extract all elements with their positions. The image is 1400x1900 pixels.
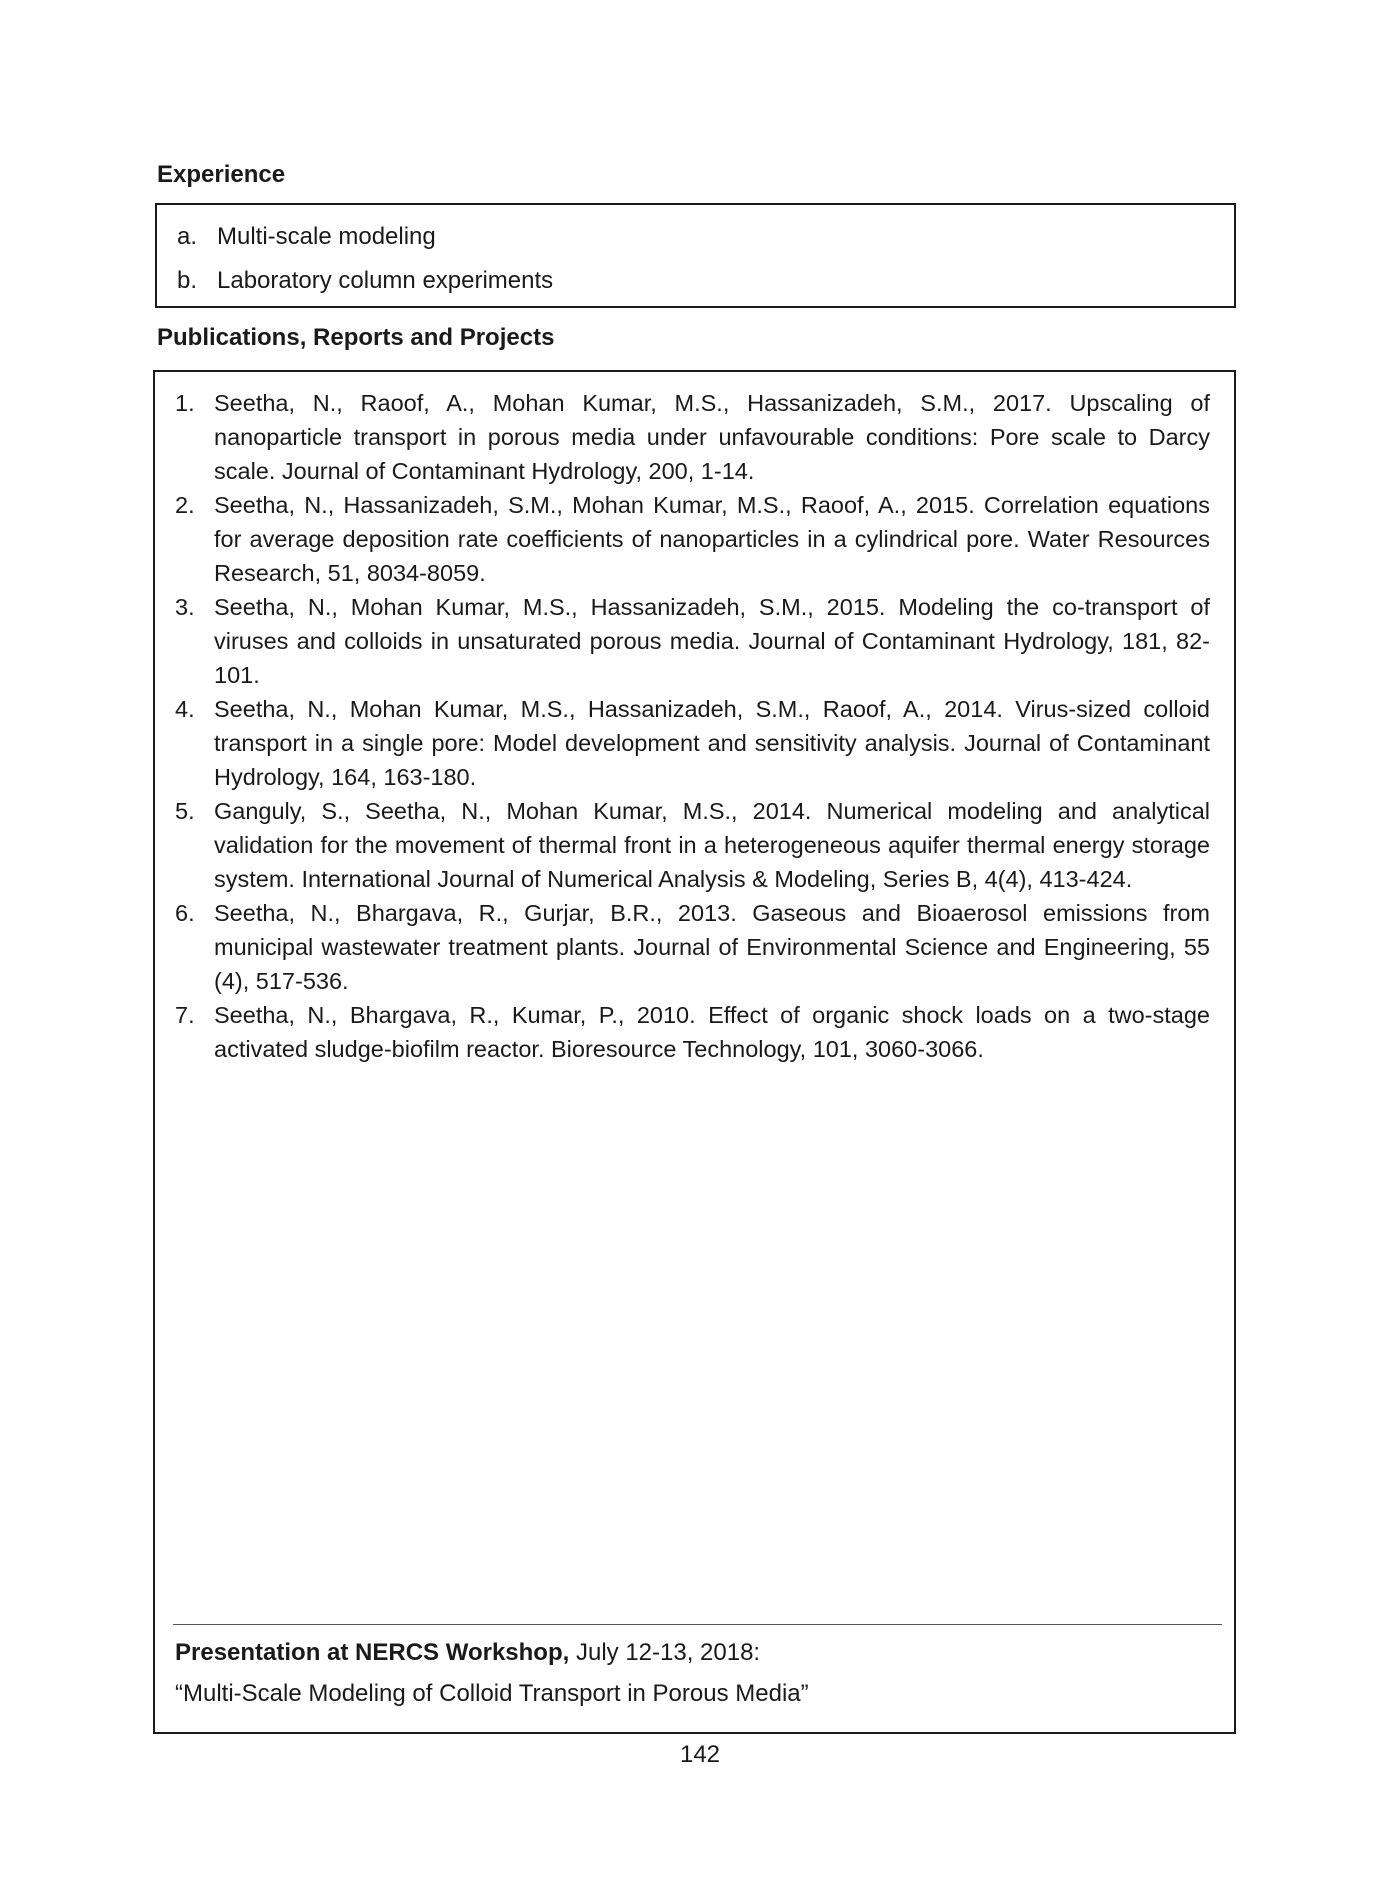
publication-item (175, 692, 1210, 794)
experience-heading: Experience (157, 161, 286, 188)
publication-item (175, 998, 1210, 1066)
publication-text: Seetha, N., Mohan Kumar, M.S., Hassanizadeh, S.M., 2015. Modeling the co-transport of viruses and colloids in unsaturated porous media. Journal of Contaminant Hydrology, 181, 82-101. (214, 594, 1210, 688)
publications-heading: Publications, Reports and Projects (157, 324, 555, 351)
experience-item-marker: a. (177, 223, 198, 250)
publication-number: 2. (175, 492, 195, 518)
experience-box (155, 203, 1236, 308)
experience-list (157, 205, 1234, 303)
experience-item (177, 259, 1234, 303)
section-divider (173, 1624, 1222, 1625)
publication-number: 4. (175, 696, 195, 722)
presentation-line (175, 1638, 760, 1668)
publication-item (175, 896, 1210, 998)
publication-item (175, 386, 1210, 488)
presentation-label: Presentation at NERCS Workshop, (175, 1639, 570, 1666)
page-number: 142 (679, 1741, 721, 1768)
publication-text: Seetha, N., Bhargava, R., Kumar, P., 2010. Effect of organic shock loads on a two-stage activated sludge-biofilm reactor. Bioresource Technology, 101, 3060-3066. (214, 1002, 1210, 1062)
experience-item-text: Laboratory column experiments (217, 267, 554, 294)
publication-list (155, 372, 1234, 1066)
publication-item (175, 590, 1210, 692)
experience-item (177, 215, 1234, 259)
publication-number: 3. (175, 594, 195, 620)
publication-number: 7. (175, 1002, 195, 1028)
publication-text: Ganguly, S., Seetha, N., Mohan Kumar, M.S., 2014. Numerical modeling and analytical validation for the movement of thermal front in a heterogeneous aquifer thermal energy storage system. International Journal of Numerical Analysis & Modeling, Series B, 4(4), 413-424. (214, 798, 1210, 892)
experience-item-text: Multi-scale modeling (217, 223, 436, 250)
publication-text: Seetha, N., Raoof, A., Mohan Kumar, M.S., Hassanizadeh, S.M., 2017. Upscaling of nanoparticle transport in porous media under unfavourable conditions: Pore scale to Darcy scale. Journal of Contaminant Hydrology, 200, 1-14. (214, 390, 1210, 484)
publication-number: 5. (175, 798, 195, 824)
publication-text: Seetha, N., Mohan Kumar, M.S., Hassanizadeh, S.M., Raoof, A., 2014. Virus-sized colloid transport in a single pore: Model development and sensitivity analysis. Journal of Contaminant Hydrology, 164, 163-180. (214, 696, 1210, 790)
presentation-date: July 12-13, 2018: (569, 1639, 761, 1666)
publication-text: Seetha, N., Bhargava, R., Gurjar, B.R., 2013. Gaseous and Bioaerosol emissions from municipal wastewater treatment plants. Journal of Environmental Science and Engineering, 55 (4), 517-536. (214, 900, 1210, 994)
publication-item (175, 794, 1210, 896)
experience-item-marker: b. (177, 267, 198, 294)
publication-text: Seetha, N., Hassanizadeh, S.M., Mohan Kumar, M.S., Raoof, A., 2015. Correlation equations for average deposition rate coefficients of nanoparticles in a cylindrical pore. Water Resources Research, 51, 8034-8059. (214, 492, 1210, 586)
presentation-title: “Multi-Scale Modeling of Colloid Transport in Porous Media” (175, 1680, 809, 1707)
publication-number: 6. (175, 900, 195, 926)
publication-number: 1. (175, 390, 195, 416)
publications-box (153, 370, 1236, 1734)
publication-item (175, 488, 1210, 590)
